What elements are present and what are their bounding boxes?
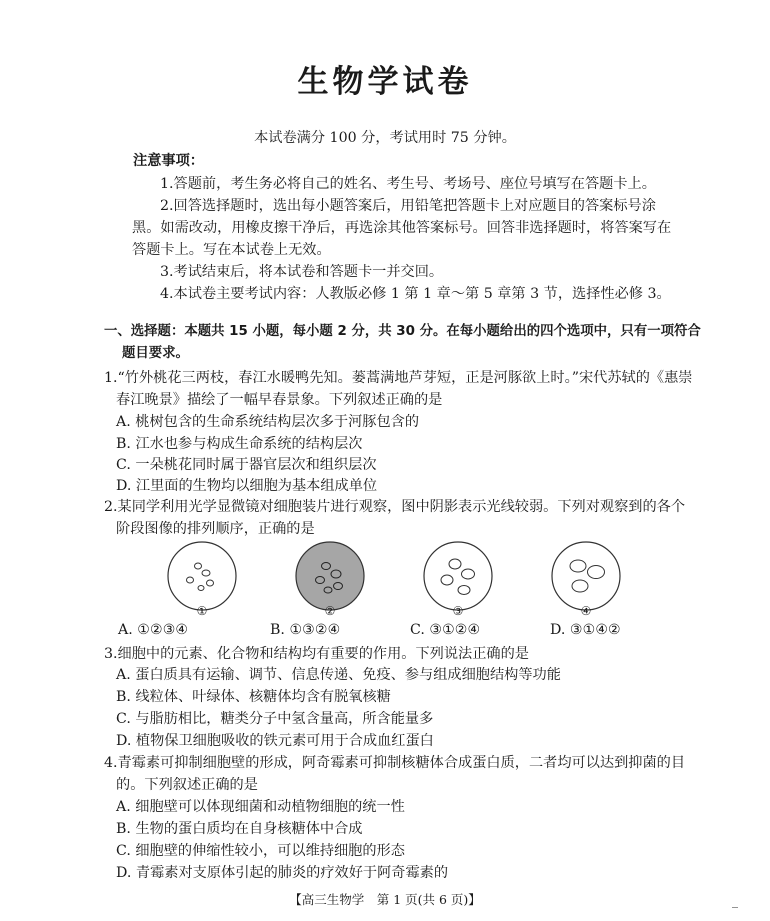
q3-stem: 3.细胞中的元素、化合物和结构均有重要的作用。下列说法正确的是 xyxy=(104,646,529,662)
footer-mark: _ xyxy=(732,894,738,908)
figure-label-1: ① xyxy=(196,604,208,618)
notice-line: 4.本试卷主要考试内容：人教版必修 1 第 1 章～第 5 章第 3 节，选择性必修 3。 xyxy=(160,286,671,302)
q1-option-d: D. 江里面的生物均以细胞为基本组成单位 xyxy=(116,478,378,494)
q2-option-d: D. ③①④② xyxy=(550,622,621,638)
q2-option-c: C. ③①②④ xyxy=(410,622,481,638)
notice-line: 答题卡上。写在本试卷上无效。 xyxy=(132,242,331,258)
section-heading-cont: 题目要求。 xyxy=(122,346,189,361)
q4-option-d: D. 青霉素对支原体引起的肺炎的疗效好于阿奇霉素的 xyxy=(116,865,449,881)
figure-label-4: ④ xyxy=(580,604,592,618)
q4-stem: 4.青霉素可抑制细胞壁的形成，阿奇霉素可抑制核糖体合成蛋白质，二者均可以达到抑菌的目 xyxy=(104,755,686,771)
notice-line: 3.考试结束后，将本试卷和答题卡一并交回。 xyxy=(160,264,444,280)
microscope-view-1 xyxy=(168,542,236,610)
q1-stem: 1.“竹外桃花三两枝，春江水暖鸭先知。蒌蒿满地芦芽短，正是河豚欲上时。”宋代苏轼的《惠崇 xyxy=(104,370,693,386)
exam-meta: 本试卷满分 100 分，考试用时 75 分钟。 xyxy=(254,130,516,146)
q2-option-b: B. ①③②④ xyxy=(270,622,341,638)
microscope-view-3 xyxy=(424,542,492,610)
microscope-view-4 xyxy=(552,542,620,610)
section-heading: 一、选择题：本题共 15 小题，每小题 2 分，共 30 分。在每小题给出的四个选项中，只有一项符合 xyxy=(104,324,701,339)
figure-label-3: ③ xyxy=(452,604,464,618)
q1-option-c: C. 一朵桃花同时属于器官层次和组织层次 xyxy=(116,457,377,473)
q1-option-a: A. 桃树包含的生命系统结构层次多于河豚包含的 xyxy=(116,414,420,430)
q3-option-a: A. 蛋白质具有运输、调节、信息传递、免疫、参与组成细胞结构等功能 xyxy=(116,667,561,683)
page-footer: 【高三生物学 第 1 页(共 6 页)】 xyxy=(289,892,481,907)
notice-line: 2.回答选择题时，选出每小题答案后，用铅笔把答题卡上对应题目的答案标号涂 xyxy=(160,198,656,214)
notice-line: 黑。如需改动，用橡皮擦干净后，再选涂其他答案标号。回答非选择题时，将答案写在 xyxy=(132,220,672,236)
q3-option-c: C. 与脂肪相比，糖类分子中氢含量高，所含能量多 xyxy=(116,711,434,727)
q2-stem: 2.某同学利用光学显微镜对细胞装片进行观察，图中阴影表示光线较弱。下列对观察到的各个 xyxy=(104,499,686,515)
q1-stem: 春江晚景》描绘了一幅早春景象。下列叙述正确的是 xyxy=(116,392,443,408)
q3-option-d: D. 植物保卫细胞吸收的铁元素可用于合成血红蛋白 xyxy=(116,733,434,749)
microscope-view-2 xyxy=(296,542,364,610)
q1-option-b: B. 江水也参与构成生命系统的结构层次 xyxy=(116,436,363,452)
figure-label-2: ② xyxy=(324,604,336,618)
q3-option-b: B. 线粒体、叶绿体、核糖体均含有脱氧核糖 xyxy=(116,689,391,705)
q4-option-a: A. 细胞壁可以体现细菌和动植物细胞的统一性 xyxy=(116,799,405,815)
exam-title: 生物学试卷 xyxy=(297,64,473,100)
q4-option-c: C. 细胞壁的伸缩性较小，可以维持细胞的形态 xyxy=(116,843,405,859)
q4-option-b: B. 生物的蛋白质均在自身核糖体中合成 xyxy=(116,821,363,837)
notice-line: 1.答题前，考生务必将自己的姓名、考生号、考场号、座位号填写在答题卡上。 xyxy=(160,176,656,192)
q4-stem: 的。下列叙述正确的是 xyxy=(116,777,258,793)
notice-heading: 注意事项： xyxy=(133,153,204,169)
q2-stem: 阶段图像的排列顺序，正确的是 xyxy=(116,521,315,537)
q2-option-a: A. ①②③④ xyxy=(118,622,189,638)
